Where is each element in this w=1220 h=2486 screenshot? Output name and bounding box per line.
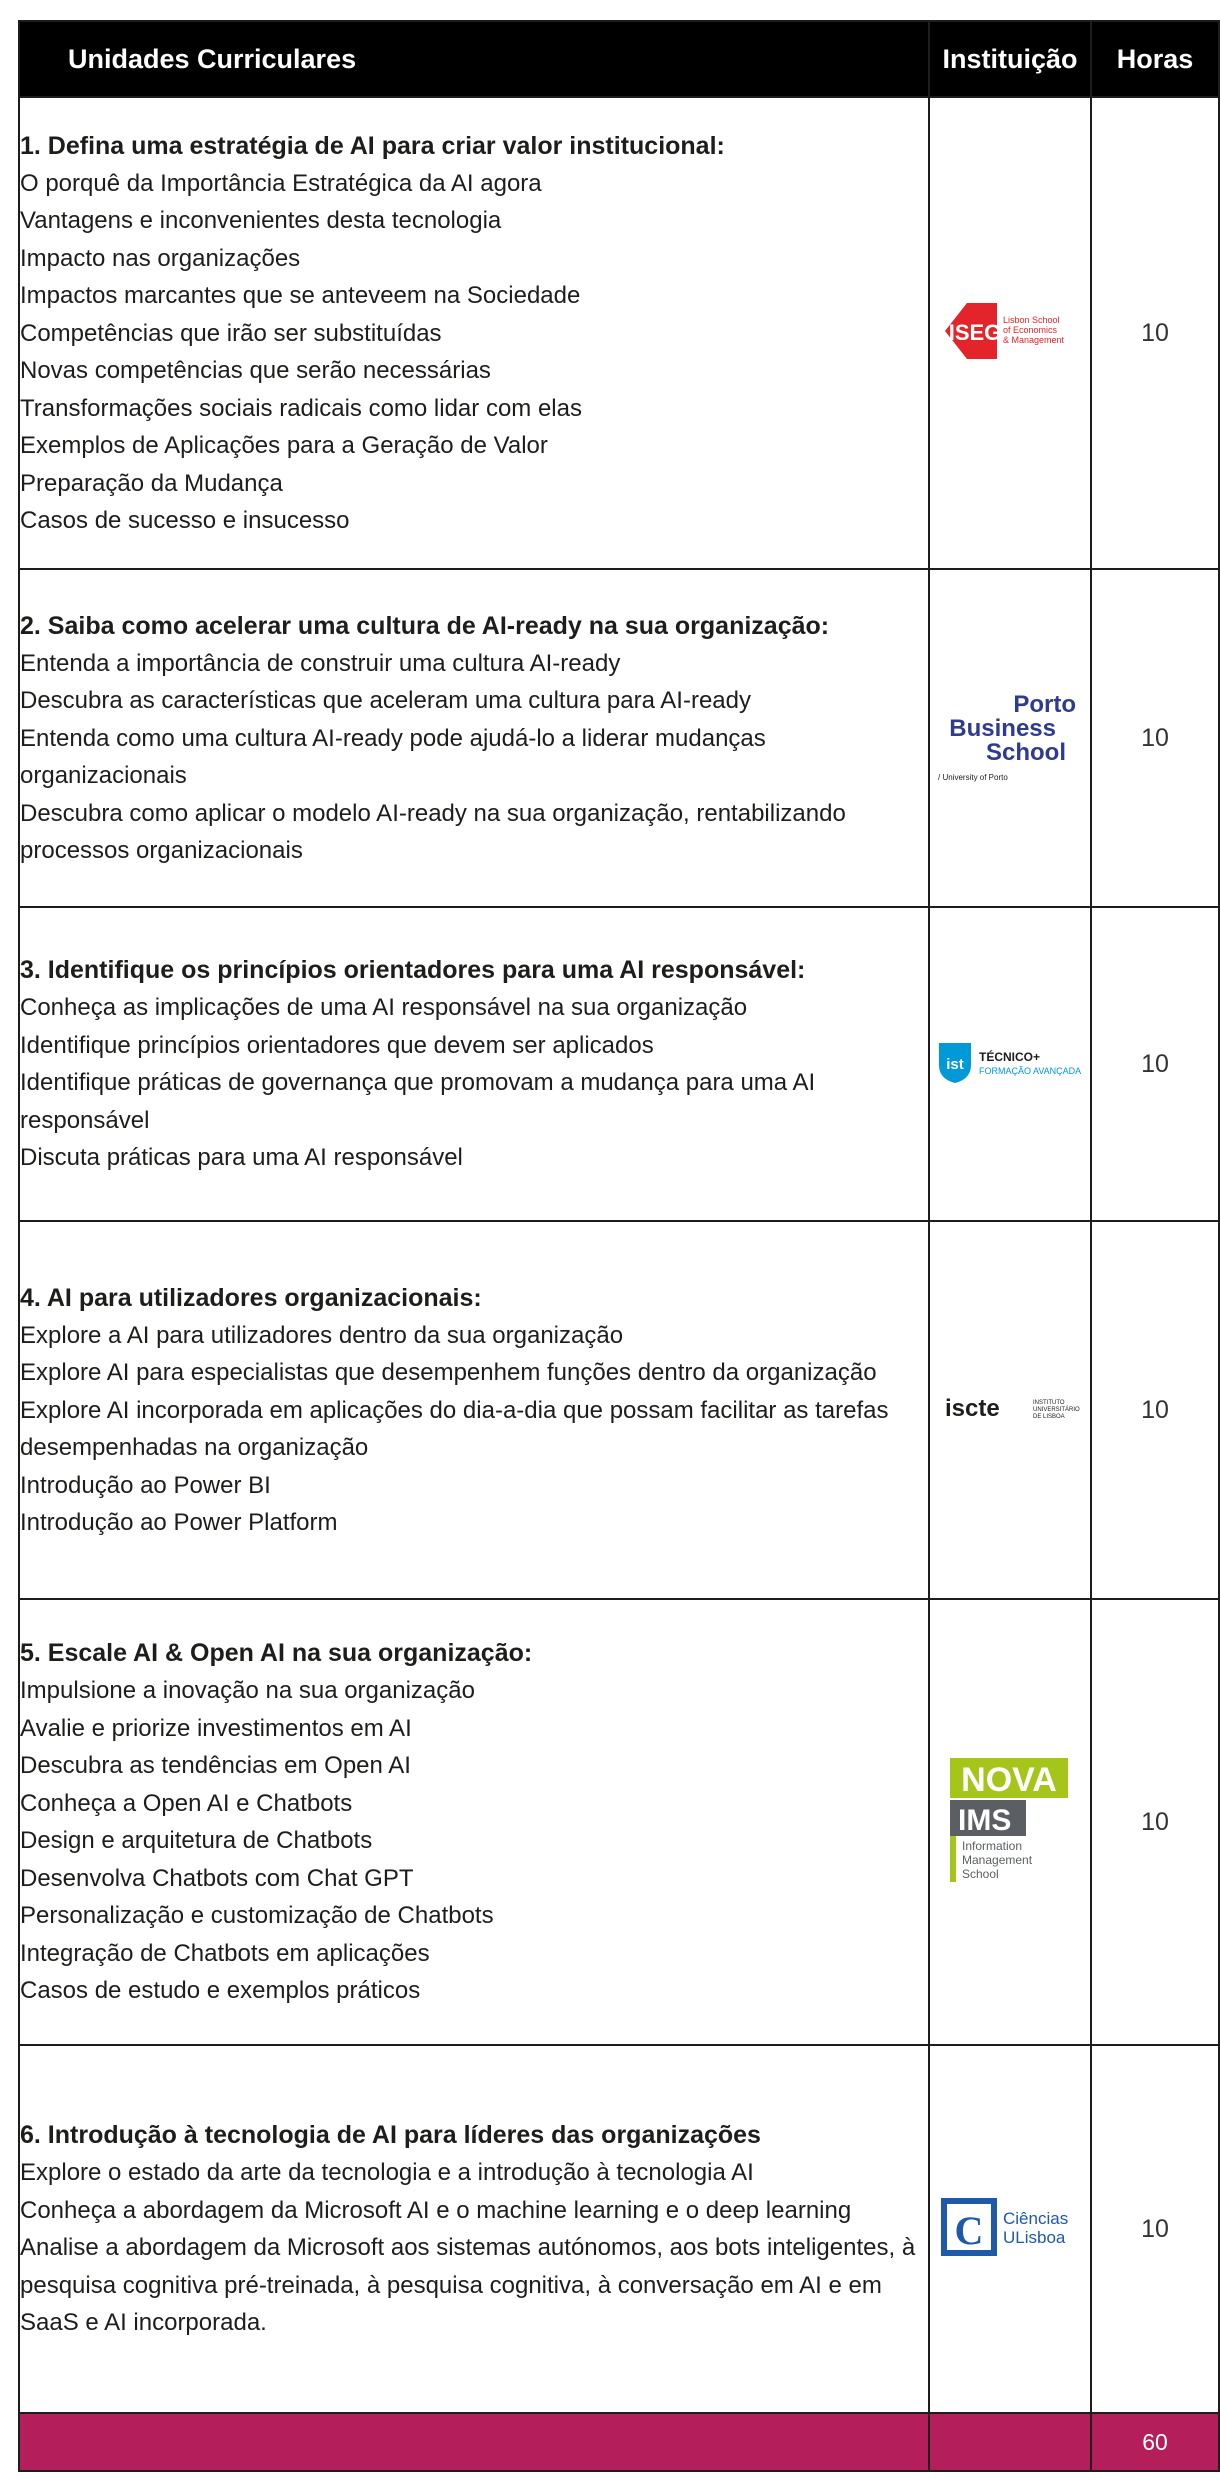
table-row (19, 1599, 1219, 2045)
course-unit-cell (19, 97, 929, 569)
course-unit-title: 4. AI para utilizadores organizacionais: (20, 1283, 482, 1312)
course-unit-cell (19, 907, 929, 1221)
list-item: Identifique práticas de governança que promovam a mudança para uma AI responsável (20, 1069, 816, 1134)
table-header-row (19, 21, 1219, 97)
nova-logo-mid: IMS (958, 1803, 1012, 1837)
iscte-logo-mark: iscte (945, 1394, 1000, 1422)
list-item: Casos de sucesso e insucesso (20, 507, 350, 534)
ciencias-logo-line: Ciências (1003, 2208, 1069, 2228)
list-item: Transformações sociais radicais como lidar com elas (20, 394, 582, 422)
list-item: Conheça a Open AI e Chatbots (20, 1789, 353, 1817)
list-item: Descubra como aplicar o modelo AI-ready na sua organização, rentabilizando processos organizacionais (20, 799, 846, 864)
tecnico-logo-line: TÉCNICO+ (979, 1049, 1041, 1064)
list-item: Descubra as características que aceleram uma cultura para AI-ready (20, 687, 752, 714)
nova-logo-line: School (962, 1866, 999, 1881)
nova-logo-line: Management (962, 1852, 1033, 1867)
list-item: Identifique princípios orientadores que devem ser aplicados (20, 1031, 654, 1059)
institution-cell (929, 97, 1091, 569)
institution-cell (929, 569, 1091, 907)
list-item: Explore AI incorporada em aplicações do dia-a-dia que possam facilitar as tarefas desempenhadas na organização (20, 1396, 889, 1461)
course-unit-title: 5. Escale AI & Open AI na sua organização: (20, 1639, 533, 1668)
table-footer-row (19, 2413, 1219, 2471)
list-item: Introdução ao Power Platform (20, 1509, 338, 1536)
hours-cell: 10 (1091, 569, 1219, 907)
course-unit-title: 2. Saiba como acelerar uma cultura de AI-ready na sua organização: (20, 611, 830, 640)
curriculum-table (18, 20, 1220, 2472)
list-item: Casos de estudo e exemplos práticos (20, 1977, 421, 2005)
tecnico-logo-line: FORMAÇÃO AVANÇADA (979, 1065, 1082, 1076)
list-item: Discuta práticas para uma AI responsável (20, 1144, 463, 1172)
list-item: Analise a abordagem da Microsoft aos sistemas autónomos, aos bots inteligentes, à pesquisa cognitiva pré-treinada, à pesquisa cognitiva, à conversação em AI e em SaaS e AI incorporada. (20, 2234, 916, 2337)
iscte-logo-line: DE LISBOA (1033, 1413, 1065, 1420)
list-item: Personalização e customização de Chatbots (20, 1902, 494, 1930)
list-item: Integração de Chatbots em aplicações (20, 1939, 430, 1967)
institution-cell (929, 1221, 1091, 1599)
table-row (19, 97, 1219, 569)
course-unit-cell (19, 1221, 929, 1599)
course-unit-cell (19, 2045, 929, 2413)
iscte-logo-line: UNIVERSITÁRIO (1033, 1406, 1080, 1413)
list-item: Entenda como uma cultura AI-ready pode ajudá-lo a liderar mudanças organizacionais (20, 724, 766, 789)
nova-logo-top: NOVA (961, 1760, 1057, 1799)
footer-empty-cell (929, 2413, 1091, 2471)
list-item: Novas competências que serão necessárias (20, 357, 491, 384)
ciencias-ulisboa-logo (941, 2198, 1079, 2256)
list-item: Explore AI para especialistas que desempenhem funções dentro da organização (20, 1359, 877, 1386)
list-item: Impulsione a inovação na sua organização (20, 1677, 475, 1705)
course-unit-title: 3. Identifique os princípios orientadores para uma AI responsável: (20, 956, 806, 985)
list-item: Desenvolva Chatbots com Chat GPT (20, 1864, 414, 1892)
iseg-logo-mark: ISEG (948, 319, 1002, 345)
list-item: Explore o estado da arte da tecnologia e a introdução à tecnologia AI (20, 2159, 754, 2187)
table-row (19, 569, 1219, 907)
pbs-logo-line: School (985, 738, 1066, 766)
list-item: Impacto nas organizações (20, 244, 301, 272)
hours-cell: 10 (1091, 97, 1219, 569)
pbs-logo-sub: / University of Porto (938, 772, 1008, 782)
header-institution: Instituição (929, 21, 1091, 97)
hours-cell: 10 (1091, 907, 1219, 1221)
list-item: Impactos marcantes que se anteveem na Sociedade (20, 282, 581, 309)
table-row (19, 1221, 1219, 1599)
course-unit-cell (19, 1599, 929, 2045)
list-item: Descubra as tendências em Open AI (20, 1752, 411, 1780)
header-units: Unidades Curriculares (19, 21, 929, 97)
list-item: Preparação da Mudança (20, 469, 283, 497)
ciencias-logo-line: ULisboa (1003, 2227, 1066, 2247)
institution-cell (929, 1599, 1091, 2045)
ciencias-logo-mark: C (954, 2207, 984, 2253)
institution-cell (929, 907, 1091, 1221)
header-hours: Horas (1091, 21, 1219, 97)
hours-cell: 10 (1091, 1599, 1219, 2045)
hours-cell: 10 (1091, 2045, 1219, 2413)
list-item: Design e arquitetura de Chatbots (20, 1827, 373, 1855)
course-unit-cell (19, 569, 929, 907)
list-item: Introdução ao Power BI (20, 1471, 271, 1499)
list-item: Explore a AI para utilizadores dentro da sua organização (20, 1321, 624, 1349)
list-item: Conheça a abordagem da Microsoft AI e o machine learning e o deep learning (20, 2196, 852, 2224)
course-unit-title: 1. Defina uma estratégia de AI para criar valor institucional: (20, 131, 725, 160)
course-unit-title: 6. Introdução à tecnologia de AI para líderes das organizações (20, 2121, 761, 2150)
hours-cell: 10 (1091, 1221, 1219, 1599)
total-hours: 60 (1091, 2413, 1219, 2471)
iseg-logo-line: of Economics (1003, 324, 1058, 335)
tecnico-logo-mark: ist (946, 1055, 964, 1073)
institution-cell (929, 2045, 1091, 2413)
list-item: Conheça as implicações de uma AI responsável na sua organização (20, 994, 748, 1022)
list-item: O porquê da Importância Estratégica da AI agora (20, 169, 542, 197)
iscte-logo-line: INSTITUTO (1033, 1399, 1065, 1406)
table-row (19, 907, 1219, 1221)
list-item: Competências que irão ser substituídas (20, 319, 442, 347)
list-item: Exemplos de Aplicações para a Geração de Valor (20, 432, 548, 459)
pbs-logo-line: Business (949, 714, 1056, 742)
list-item: Entenda a importância de construir uma cultura AI-ready (20, 649, 621, 677)
tecnico-logo (937, 1039, 1083, 1085)
pbs-logo-line: Porto (1013, 690, 1076, 718)
table-row (19, 2045, 1219, 2413)
iseg-logo-line: & Management (1003, 334, 1065, 345)
nova-ims-logo (948, 1756, 1072, 1884)
iscte-logo (943, 1393, 1080, 1423)
porto-business-school-logo (936, 686, 1084, 786)
footer-empty-cell (19, 2413, 929, 2471)
iseg-logo (945, 299, 1075, 363)
list-item: Vantagens e inconvenientes desta tecnologia (20, 207, 502, 234)
iseg-logo-line: Lisbon School (1003, 314, 1060, 325)
list-item: Avalie e priorize investimentos em AI (20, 1714, 412, 1742)
nova-logo-line: Information (962, 1838, 1023, 1853)
